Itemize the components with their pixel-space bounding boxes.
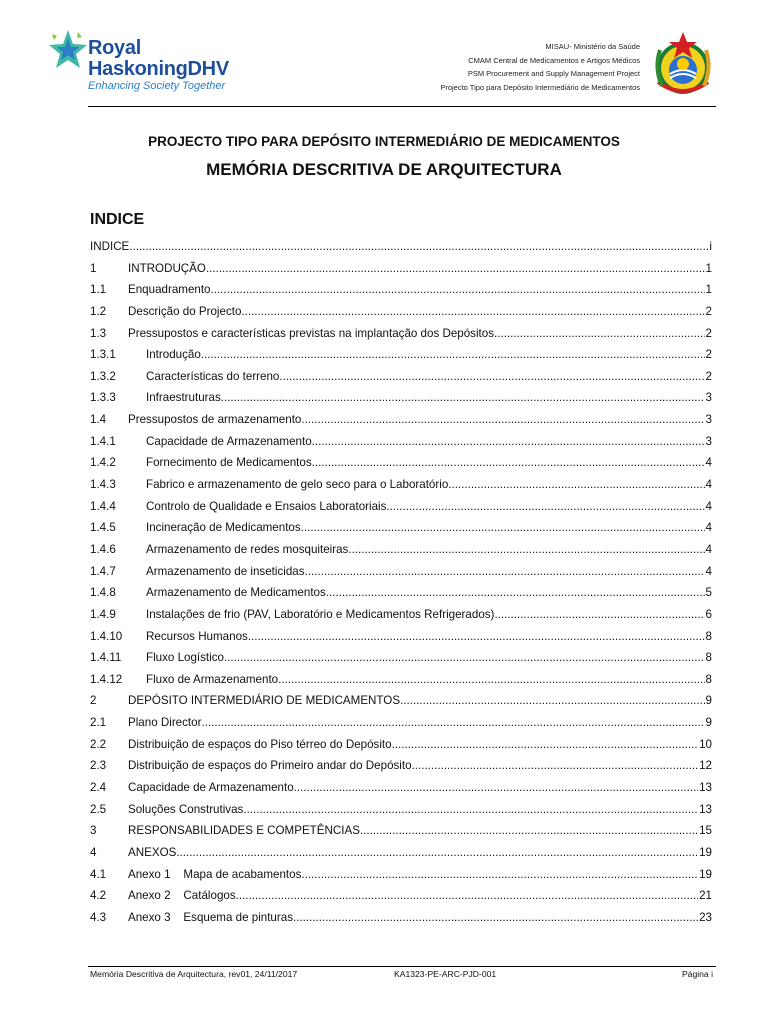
star-logo-icon	[48, 28, 88, 74]
toc-leader-dots	[206, 258, 705, 280]
toc-entry-number: 1.4.3	[90, 478, 116, 492]
toc-leader-dots	[392, 734, 699, 756]
toc-leader-dots	[301, 409, 704, 431]
coat-of-arms-icon	[648, 30, 718, 100]
toc-leader-dots	[236, 885, 698, 907]
toc-entry-link[interactable]	[146, 387, 712, 409]
header-line-cmam: CMAM Central de Medicamentos e Artigos Médicos	[468, 55, 640, 65]
toc-entry[interactable]	[90, 279, 712, 301]
toc-entry-label: Anexo 1 Mapa de acabamentos	[128, 867, 302, 881]
toc-entry-page: 8	[705, 672, 712, 686]
toc-entry-link[interactable]	[146, 626, 712, 648]
toc-entry-page: 4	[705, 542, 712, 556]
toc-leader-dots	[224, 647, 705, 669]
toc-entry-number: 1.3	[90, 326, 107, 340]
toc-entry-number: 2.2	[90, 737, 107, 751]
toc-entry-number: 4.1	[90, 867, 107, 881]
toc-entry-label: Plano Director	[128, 716, 202, 730]
toc-entry-link[interactable]	[146, 582, 712, 604]
toc-entry-page: 23	[699, 910, 712, 924]
toc-entry[interactable]	[90, 647, 712, 669]
toc-entry-label: Descrição do Projecto	[128, 304, 242, 318]
header-line-psm: PSM Procurement and Supply Management Project	[467, 69, 640, 78]
toc-entry-link[interactable]	[128, 799, 712, 821]
toc-entry-link[interactable]	[146, 604, 712, 626]
toc-leader-dots	[201, 344, 705, 366]
toc-entry-label: INTRODUÇÃO	[128, 261, 206, 275]
toc-entry-link[interactable]	[128, 323, 712, 345]
toc-entry-label: Capacidade de Armazenamento	[128, 781, 294, 795]
toc-entry-page: 3	[705, 434, 712, 448]
toc-entry-page: 5	[705, 586, 712, 600]
toc-entry-number: 1.3.1	[90, 348, 116, 362]
toc-entry[interactable]	[90, 431, 712, 453]
toc-leader-dots	[129, 236, 708, 258]
toc-entry-number: 1.3.3	[90, 391, 116, 405]
toc-entry-link[interactable]	[128, 712, 712, 734]
table-of-contents	[90, 236, 712, 929]
document-main-title: MEMÓRIA DESCRITIVA DE ARQUITECTURA	[206, 160, 562, 179]
toc-entry[interactable]	[90, 582, 712, 604]
toc-entry-label: Pressupostos de armazenamento	[128, 413, 302, 427]
toc-entry-number: 4.2	[90, 889, 107, 903]
toc-entry-number: 1.4.4	[90, 499, 116, 513]
toc-entry[interactable]	[90, 799, 712, 821]
toc-entry-page: 12	[699, 759, 712, 773]
toc-entry-link[interactable]	[128, 755, 712, 777]
toc-entry-link[interactable]	[128, 301, 712, 323]
footer-document-name: Memória Descritiva de Arquitectura, rev01, 24/11/2017	[90, 969, 298, 979]
toc-entry-label: Introdução	[146, 348, 201, 362]
toc-entry-page: 8	[705, 651, 712, 665]
toc-entry-number: 1.1	[90, 283, 107, 297]
toc-entry[interactable]	[90, 539, 712, 561]
toc-entry-link[interactable]	[146, 647, 712, 669]
toc-entry-page: 1	[705, 261, 712, 275]
toc-entry[interactable]	[90, 777, 712, 799]
toc-leader-dots	[278, 669, 704, 691]
toc-entry-label: Anexo 3 Esquema de pinturas	[128, 910, 293, 924]
toc-entry-page: 9	[705, 716, 712, 730]
toc-entry[interactable]	[90, 669, 712, 691]
toc-entry-page: 15	[699, 824, 712, 838]
toc-entry[interactable]	[90, 452, 712, 474]
toc-leader-dots	[241, 301, 704, 323]
toc-entry-label: ANEXOS	[128, 845, 177, 859]
toc-entry-page: 2	[705, 348, 712, 362]
toc-entry-page: 9	[705, 694, 712, 708]
toc-entry-page: 4	[705, 499, 712, 513]
toc-entry-label: Fluxo Logístico	[146, 651, 224, 665]
toc-entry-label: Fluxo de Armazenamento	[146, 672, 279, 686]
toc-entry-label: DEPÓSITO INTERMEDIÁRIO DE MEDICAMENTOS	[128, 694, 401, 708]
toc-entry-link[interactable]	[146, 344, 712, 366]
toc-entry-page: 3	[705, 413, 712, 427]
toc-entry-page: 4	[705, 564, 712, 578]
toc-entry-link[interactable]	[128, 864, 712, 886]
toc-entry-page: 3	[705, 391, 712, 405]
toc-entry-page: 19	[699, 845, 712, 859]
toc-entry-number: 1.2	[90, 304, 107, 318]
toc-entry-link[interactable]	[146, 474, 712, 496]
toc-entry-page: 4	[705, 456, 712, 470]
toc-entry-label: Capacidade de Armazenamento	[146, 434, 312, 448]
toc-leader-dots	[201, 712, 704, 734]
toc-entry-label: Controlo de Qualidade e Ensaios Laboratoriais	[146, 499, 387, 513]
toc-entry-page: 13	[699, 781, 712, 795]
toc-entry-link[interactable]	[146, 539, 712, 561]
toc-entry-page: 19	[699, 867, 712, 881]
toc-entry-label: Armazenamento de inseticidas	[146, 564, 305, 578]
toc-entry[interactable]	[90, 604, 712, 626]
document-project-title: PROJECTO TIPO PARA DEPÓSITO INTERMEDIÁRIO DE MEDICAMENTOS	[148, 134, 620, 149]
toc-entry-number: 2.1	[90, 716, 107, 730]
toc-entry-label: Características do terreno	[146, 369, 280, 383]
toc-leader-dots	[312, 431, 705, 453]
toc-entry-label: Pressupostos e características previstas na implantação dos Depósitos	[128, 326, 495, 340]
toc-entry-label: INDICE	[90, 240, 130, 253]
toc-entry[interactable]	[90, 323, 712, 345]
toc-entry[interactable]	[90, 387, 712, 409]
company-logo	[48, 26, 248, 98]
toc-entry-label: Incineração de Medicamentos	[146, 521, 301, 535]
toc-entry-link[interactable]	[128, 907, 712, 929]
toc-entry-number: 2	[90, 694, 97, 708]
toc-entry-link[interactable]	[146, 561, 712, 583]
toc-entry[interactable]	[90, 561, 712, 583]
toc-leader-dots	[360, 820, 698, 842]
toc-entry-link[interactable]	[128, 279, 712, 301]
toc-entry-label: Fornecimento de Medicamentos	[146, 456, 312, 470]
toc-entry[interactable]	[90, 517, 712, 539]
logo-line-royal: Royal	[88, 37, 141, 59]
toc-entry-number: 1.4.6	[90, 542, 116, 556]
toc-entry[interactable]	[90, 820, 712, 842]
toc-entry-link[interactable]	[128, 842, 712, 864]
header-info	[440, 40, 640, 94]
toc-leader-dots	[243, 799, 698, 821]
toc-entry-page: 8	[705, 629, 712, 643]
toc-leader-dots	[221, 387, 705, 409]
footer-divider	[88, 966, 716, 967]
toc-entry-number: 1.4.7	[90, 564, 116, 578]
toc-entry-label: Distribuição de espaços do Primeiro andar do Depósito	[128, 759, 412, 773]
toc-entry-link[interactable]	[146, 431, 712, 453]
toc-entry[interactable]	[90, 474, 712, 496]
toc-entry-number: 1.4.11	[90, 651, 122, 665]
toc-entry-label: Distribuição de espaços do Piso térreo do Depósito	[128, 737, 392, 751]
toc-entry-number: 1.4.1	[90, 434, 116, 448]
toc-entry-label: Armazenamento de redes mosquiteiras	[146, 542, 349, 556]
toc-entry-link[interactable]	[128, 820, 712, 842]
toc-entry-page: 2	[705, 304, 712, 318]
toc-entry-page: 2	[705, 369, 712, 383]
toc-entry-number: 1	[90, 261, 97, 275]
toc-entry-number: 1.4.10	[90, 629, 123, 643]
toc-leader-dots	[301, 864, 698, 886]
toc-entry[interactable]	[90, 626, 712, 648]
toc-entry-label: Anexo 2 Catálogos	[128, 889, 236, 903]
toc-entry-number: 1.3.2	[90, 369, 116, 383]
toc-entry[interactable]	[90, 301, 712, 323]
toc-entry-link[interactable]	[128, 258, 712, 280]
toc-entry-number: 1.4.8	[90, 586, 116, 600]
toc-entry-link[interactable]	[128, 777, 712, 799]
toc-entry-link[interactable]	[128, 885, 712, 907]
toc-entry-link[interactable]	[146, 452, 712, 474]
toc-entry-number: 1.4.12	[90, 672, 123, 686]
toc-entry[interactable]	[90, 864, 712, 886]
toc-entry[interactable]	[90, 344, 712, 366]
toc-leader-dots	[412, 755, 699, 777]
toc-entry[interactable]	[90, 712, 712, 734]
toc-entry-number: 1.4.9	[90, 607, 116, 621]
toc-entry-label: Instalações de frio (PAV, Laboratório e Medicamentos Refrigerados)	[146, 607, 495, 621]
toc-entry-number: 4.3	[90, 910, 107, 924]
toc-leader-dots	[248, 626, 705, 648]
toc-entry-label: Enquadramento	[128, 283, 211, 297]
header-line-project: Projecto Tipo para Depósito Intermediário de Medicamentos	[440, 82, 640, 92]
header-divider	[88, 106, 716, 107]
footer-document-code: KA1323-PE-ARC-PJD-001	[394, 969, 497, 979]
toc-leader-dots	[293, 907, 698, 929]
toc-entry-number: 2.5	[90, 802, 107, 816]
toc-entry[interactable]	[90, 258, 712, 280]
toc-heading: INDICE	[90, 211, 145, 228]
toc-leader-dots	[312, 452, 705, 474]
toc-entry-number: 1.4.2	[90, 456, 116, 470]
toc-entry-page: i	[709, 240, 712, 253]
toc-entry-link[interactable]	[90, 236, 712, 258]
toc-leader-dots	[211, 279, 705, 301]
toc-entry-link[interactable]	[146, 669, 712, 691]
toc-entry-page: 4	[705, 478, 712, 492]
toc-leader-dots	[348, 539, 704, 561]
footer-page-number: Página i	[681, 969, 713, 979]
toc-leader-dots	[386, 496, 704, 518]
toc-entry-link[interactable]	[146, 366, 712, 388]
toc-entry[interactable]	[90, 496, 712, 518]
toc-entry-link[interactable]	[146, 496, 712, 518]
toc-entry-page: 10	[699, 737, 712, 751]
toc-entry[interactable]	[90, 366, 712, 388]
toc-entry[interactable]	[90, 885, 712, 907]
toc-entry-page: 1	[705, 283, 712, 297]
toc-entry-link[interactable]	[128, 734, 712, 756]
toc-entry-label: Recursos Humanos	[146, 629, 248, 643]
toc-entry-link[interactable]	[128, 690, 712, 712]
toc-leader-dots	[326, 582, 705, 604]
toc-entry-number: 1.4.5	[90, 521, 116, 535]
toc-leader-dots	[301, 517, 705, 539]
toc-entry-link[interactable]	[146, 517, 712, 539]
toc-entry-number: 4	[90, 845, 97, 859]
toc-entry-label: Infraestruturas	[146, 391, 221, 405]
toc-entry-number: 1.4	[90, 413, 107, 427]
logo-line-haskoningdhv: HaskoningDHV	[88, 58, 229, 80]
toc-entry[interactable]	[90, 842, 712, 864]
toc-leader-dots	[448, 474, 704, 496]
header-line-ministry: MISAU- Ministério da Saúde	[545, 42, 640, 51]
toc-entry-label: Fabrico e armazenamento de gelo seco para o Laboratório	[146, 478, 449, 492]
toc-entry[interactable]	[90, 236, 712, 258]
toc-entry[interactable]	[90, 755, 712, 777]
toc-entry-number: 2.4	[90, 781, 107, 795]
toc-entry-number: 2.3	[90, 759, 107, 773]
toc-leader-dots	[494, 604, 704, 626]
toc-entry-label: RESPONSABILIDADES E COMPETÊNCIAS	[128, 824, 360, 838]
toc-leader-dots	[305, 561, 705, 583]
toc-entry-number: 3	[90, 824, 97, 838]
toc-entry-page: 2	[705, 326, 712, 340]
toc-entry[interactable]	[90, 907, 712, 929]
toc-leader-dots	[279, 366, 704, 388]
toc-leader-dots	[494, 323, 705, 345]
toc-entry[interactable]	[90, 690, 712, 712]
toc-entry-link[interactable]	[128, 409, 712, 431]
toc-entry-label: Armazenamento de Medicamentos	[146, 586, 326, 600]
toc-entry-page: 21	[699, 889, 712, 903]
toc-leader-dots	[176, 842, 698, 864]
toc-entry[interactable]	[90, 409, 712, 431]
toc-entry-label: Soluções Construtivas	[128, 802, 244, 816]
toc-entry-page: 13	[699, 802, 712, 816]
toc-entry[interactable]	[90, 734, 712, 756]
toc-leader-dots	[400, 690, 704, 712]
toc-leader-dots	[294, 777, 698, 799]
toc-entry-page: 4	[705, 521, 712, 535]
toc-entry-page: 6	[705, 607, 712, 621]
logo-tagline: Enhancing Society Together	[88, 80, 226, 92]
